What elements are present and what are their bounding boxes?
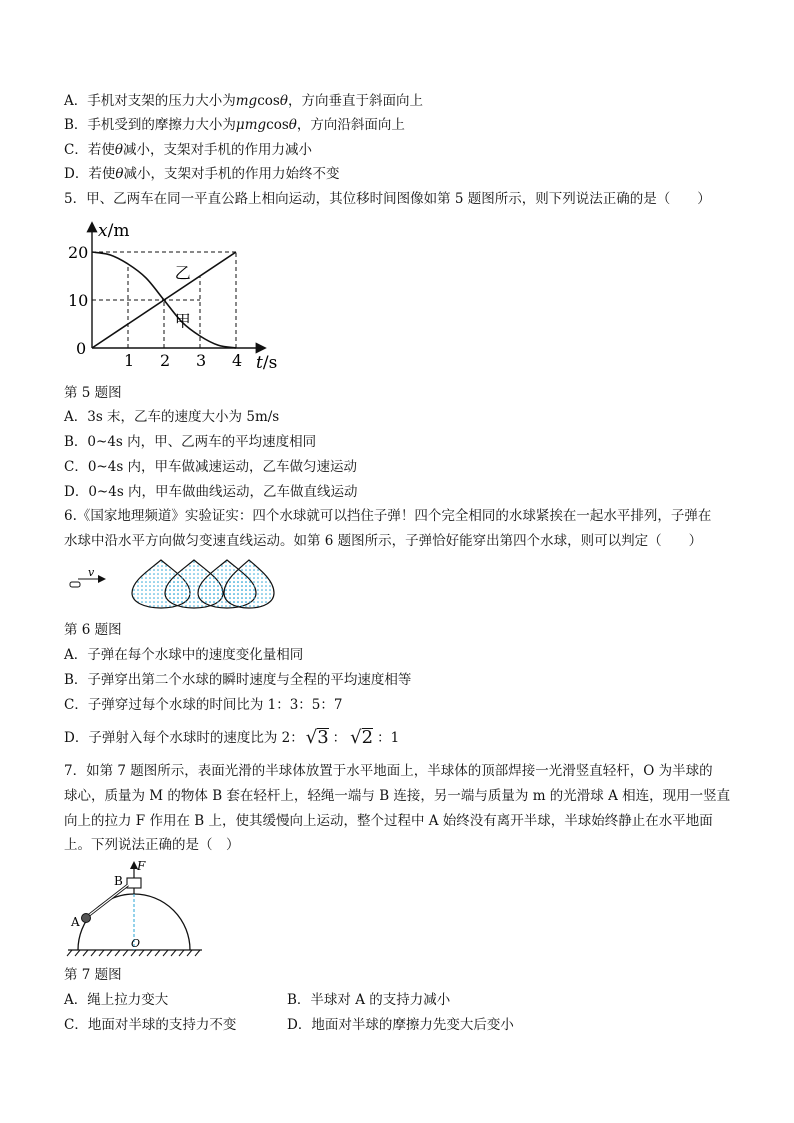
y-tick-label: 20 xyxy=(68,243,89,262)
x-tick-label: 1 xyxy=(124,351,135,370)
x-axis-label: t/s xyxy=(256,353,278,370)
q5-option-a: A．3s 末，乙车的速度大小为 5m/s xyxy=(64,409,280,425)
q7-option-d: D．地面对半球的摩擦力先变大后变小 xyxy=(287,1017,514,1033)
block-b xyxy=(127,878,141,888)
sqrt-symbol: √ xyxy=(350,727,362,748)
q5-option-c: C．0~4s 内，甲车做减速运动，乙车做匀速运动 xyxy=(64,459,358,475)
x-tick-label: 3 xyxy=(196,351,207,370)
q6-option-b: B．子弹穿出第二个水球的瞬时速度与全程的平均速度相等 xyxy=(64,672,412,688)
velocity-label: v xyxy=(88,566,95,579)
q4-option-b: B．手机受到的摩擦力大小为μmgcosθ，方向沿斜面向上 xyxy=(64,117,405,133)
q7-hemisphere-figure xyxy=(64,858,214,968)
series-label-yi: 乙 xyxy=(174,263,191,283)
q7-stem-line3: 向上的拉力 F 作用在 B 上，使其缓慢向上运动，整个过程中 A 始终没有离开半球，半球始终静止在水平地面 xyxy=(64,813,713,829)
q7-stem-line2: 球心，质量为 M 的物体 B 套在轻杆上，轻绳一端与 B 连接，另一端与质量为 m 的光滑球 A 相连，现用一竖直 xyxy=(64,788,731,804)
label-a: A xyxy=(71,915,80,929)
q5-option-d: D．0~4s 内，甲车做曲线运动，乙车做直线运动 xyxy=(64,484,358,500)
q7-option-a: A．绳上拉力变大 xyxy=(64,992,169,1008)
ground-hatching xyxy=(67,950,200,956)
q7-stem-line4: 上。下列说法正确的是（ ） xyxy=(64,837,240,853)
q4-option-c: C．若使θ减小，支架对手机的作用力减小 xyxy=(64,142,312,158)
q5-option-b: B．0~4s 内，甲、乙两车的平均速度相同 xyxy=(64,434,317,450)
y-tick-label: 0 xyxy=(76,339,87,358)
q6-option-d: D．子弹射入每个水球时的速度比为 2： √ 3 ： √ 2 ：1 xyxy=(64,727,400,748)
q6-figure-caption: 第 6 题图 xyxy=(64,622,122,638)
label-f: F xyxy=(137,859,146,873)
q7-stem-line1: 7．如第 7 题图所示，表面光滑的半球体放置于水平地面上，半球体的顶部焊接一光滑竖直轻杆，O 为半球的 xyxy=(64,763,713,779)
y-axis-label: x/m xyxy=(98,221,130,241)
x-tick-label: 2 xyxy=(160,351,171,370)
q5-xt-chart xyxy=(64,220,284,370)
y-tick-label: 10 xyxy=(68,291,89,310)
q5-stem: 5．甲、乙两车在同一平直公路上相向运动，其位移时间图像如第 5 题图所示，则下列说法正确的是（ ） xyxy=(64,191,711,207)
q5-figure-caption: 第 5 题图 xyxy=(64,385,122,401)
series-label-jia: 甲 xyxy=(174,311,191,331)
x-tick-label: 4 xyxy=(232,351,243,370)
q6-stem-line2: 水球中沿水平方向做匀变速直线运动。如第 6 题图所示，子弹恰好能穿出第四个水球，则可以判定（ ） xyxy=(64,533,703,549)
q6-option-c: C．子弹穿过每个水球的时间比为 1：3：5：7 xyxy=(64,697,343,713)
q4-option-d: D．若使θ减小，支架对手机的作用力始终不变 xyxy=(64,166,340,182)
bullet xyxy=(70,582,80,587)
q6-stem-line1: 6.《国家地理频道》实验证实：四个水球就可以挡住子弹！四个完全相同的水球紧挨在一起水平排列，子弹在 xyxy=(64,508,712,524)
sqrt-symbol: √ xyxy=(305,727,318,748)
label-o: O xyxy=(131,937,141,950)
label-b: B xyxy=(114,874,123,888)
q7-figure-caption: 第 7 题图 xyxy=(64,967,122,983)
q6-option-a: A．子弹在每个水球中的速度变化量相同 xyxy=(64,647,304,663)
ball-a xyxy=(82,914,91,923)
q7-option-b: B．半球对 A 的支持力减小 xyxy=(287,992,451,1008)
q4-option-a: A．手机对支架的压力大小为mgcosθ，方向垂直于斜面向上 xyxy=(64,93,423,109)
q7-option-c: C．地面对半球的支持力不变 xyxy=(64,1017,237,1033)
q6-water-balls-figure xyxy=(64,556,284,616)
